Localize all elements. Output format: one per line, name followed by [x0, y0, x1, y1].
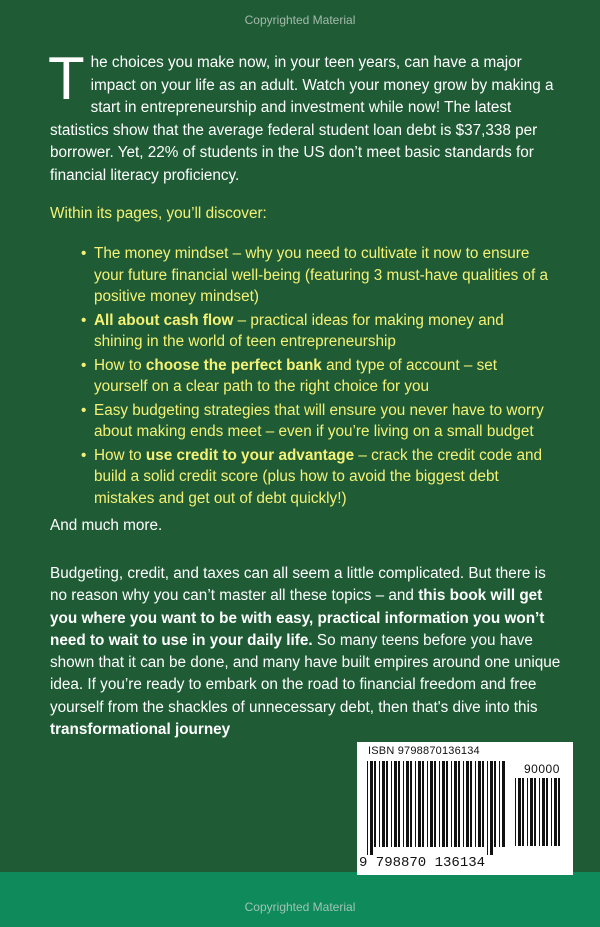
barcode-bar — [494, 761, 496, 847]
drop-cap: T — [48, 45, 85, 112]
barcode-bar — [502, 761, 505, 847]
list-item: • The money mindset – why you need to cultivate it now to ensure your future financial well-being (featuring 3 must-have qualities of a positive money mindset) — [81, 245, 549, 305]
barcode-bar — [415, 761, 416, 847]
barcode-bar — [427, 761, 428, 847]
barcode-bar — [391, 761, 392, 847]
barcode-bar — [530, 778, 533, 846]
barcode-bar — [439, 761, 440, 847]
list-item: • How to choose the perfect bank and type of account – set yourself on a clear path to the right choice for you — [81, 356, 498, 395]
bullet-icon: • — [81, 245, 87, 262]
barcode-bar — [527, 778, 528, 846]
barcode-bar — [410, 761, 412, 847]
bullet-icon: • — [81, 311, 87, 329]
barcode-bar — [398, 761, 400, 847]
barcode-bar — [458, 761, 460, 847]
list-item: • All about cash flow – practical ideas for making money and shining in the world of teen entrepreneurship — [81, 311, 504, 350]
barcode-bar — [430, 761, 433, 847]
watermark-bottom: Copyrighted Material — [244, 900, 356, 914]
barcode-bar — [475, 761, 476, 847]
intro-text: he choices you make now, in your teen years, can have a major impact on your life as an adult. Watch your money grow by making a start in entrepreneurship and investment while now! The latest statistics show that the average federal student loan debt is $37,338 per borrower. Yet, 22% of students in the US don’t meet basic standards for financial literacy proficiency. — [50, 54, 554, 184]
barcode-bar — [422, 761, 424, 847]
barcode-bar — [542, 778, 545, 846]
barcode-bar — [551, 778, 552, 846]
barcode-bar — [522, 778, 524, 846]
list-item: • How to use credit to your advantage – crack the credit code and build a solid credit score (plus how to avoid the biggest debt mistakes and get out of debt quickly!) — [81, 446, 543, 507]
discover-heading: Within its pages, you’ll discover: — [50, 205, 267, 222]
barcode-bar — [478, 761, 481, 847]
barcode-bar — [470, 761, 472, 847]
barcode-bar — [382, 761, 385, 847]
barcode-bar — [539, 778, 540, 846]
barcode-bar — [499, 761, 500, 847]
barcode-bar — [418, 761, 421, 847]
barcode-bar — [394, 761, 397, 847]
barcode-bar — [490, 761, 493, 855]
price-code: 90000 — [524, 762, 560, 776]
barcode-bar — [446, 761, 448, 847]
barcode-bar — [518, 778, 521, 846]
barcode-bar — [482, 761, 484, 847]
barcode-bar — [554, 778, 557, 846]
barcode-bar — [487, 761, 488, 855]
barcode-bar — [386, 761, 388, 847]
barcode-bar — [451, 761, 452, 847]
barcode-bar — [406, 761, 409, 847]
barcode-bar — [374, 761, 376, 847]
barcode-bar — [515, 778, 516, 846]
list-item: • Easy budgeting strategies that will ensure you never have to worry about making ends meet – even if you’re living on a small budget — [81, 401, 544, 440]
feature-list — [82, 243, 552, 511]
barcode-digits: 9 798870 136134 — [359, 855, 486, 871]
barcode-bars — [367, 761, 507, 855]
intro-paragraph — [48, 45, 565, 187]
barcode-bar — [546, 778, 548, 846]
closing-paragraph: Budgeting, credit, and taxes can all seem a little complicated. But there is no reason why you can’t master all these topics – and this book will get you where you want to be with easy, practical information you won’t need to wait to use in your daily life. So many teens before you have shown that it can be done, and many have built empires around one unique idea. If you’re ready to embark on the road to financial freedom and free yourself from the shackles of unnecessary debt, then that's dive into this transformational journey — [50, 565, 561, 739]
barcode-bar — [442, 761, 445, 847]
barcode-bar — [367, 761, 368, 855]
barcode-bar — [379, 761, 380, 847]
addon-barcode-bars — [515, 778, 563, 854]
barcode-bar — [370, 761, 373, 855]
bullet-icon: • — [81, 356, 87, 374]
isbn-barcode — [357, 742, 573, 875]
barcode-bar — [558, 778, 560, 846]
bullet-icon: • — [81, 446, 87, 464]
and-more-text: And much more. — [50, 517, 163, 534]
bullet-icon: • — [81, 401, 87, 419]
barcode-bar — [434, 761, 436, 847]
watermark-top: Copyrighted Material — [244, 13, 356, 27]
barcode-bar — [534, 778, 536, 846]
isbn-label: ISBN 9798870136134 — [368, 745, 480, 757]
barcode-bar — [466, 761, 469, 847]
barcode-bar — [454, 761, 457, 847]
barcode-bar — [403, 761, 404, 847]
barcode-bar — [463, 761, 464, 847]
